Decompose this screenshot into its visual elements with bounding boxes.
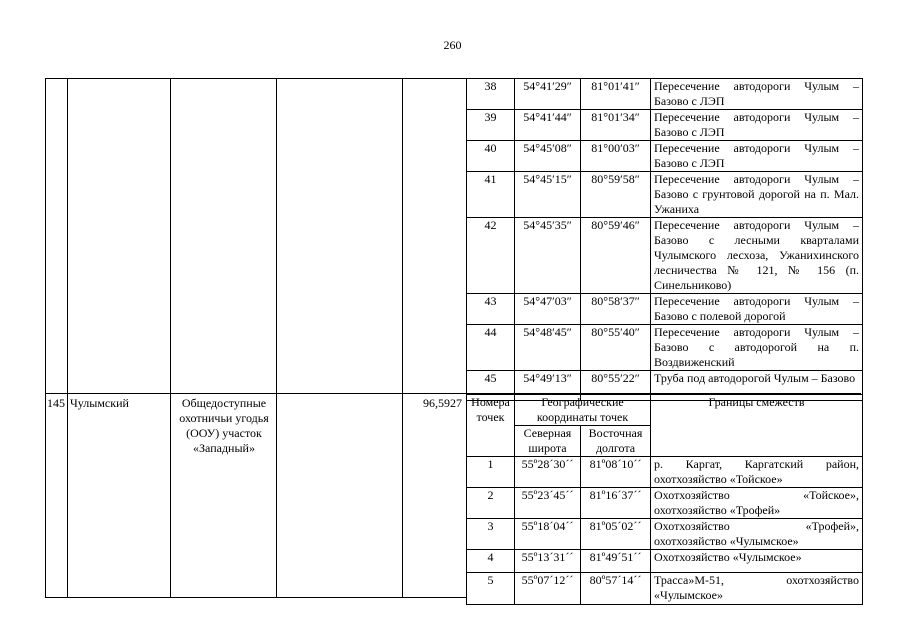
longitude: 80°55′40″ (581, 325, 651, 371)
latitude: 55º13´31´´ (515, 550, 581, 573)
table-row (467, 218, 863, 294)
latitude: 54°41′29″ (515, 79, 581, 110)
point-number: 42 (467, 218, 515, 294)
latitude: 54°45′35″ (515, 218, 581, 294)
latitude: 55º23´45´´ (515, 488, 581, 519)
border-description: р. Каргат, Каргатский район, охотхозяйство «Тойское» (651, 457, 863, 488)
longitude: 80°58′37″ (581, 294, 651, 325)
header-borders: Границы смежеств (651, 395, 863, 457)
table-row (467, 519, 863, 550)
latitude: 54°45′15″ (515, 172, 581, 218)
point-number: 39 (467, 110, 515, 141)
border-description: Пересечение автодороги Чулым – Базово с лесными кварталами Чулымского лесхоза, Ужанихинского лесничества № 121, № 156 (п. Синельниково) (651, 218, 863, 294)
table-row (467, 457, 863, 488)
latitude: 55º07´12´´ (515, 573, 581, 605)
border-description: Охотхозяйство «Чулымское» (651, 550, 863, 573)
point-number: 3 (467, 519, 515, 550)
table-row (467, 488, 863, 519)
entry-district: Чулымский (70, 396, 129, 410)
entry-type: Общедоступные охотничьи угодья (ООУ) участок «Западный» (179, 396, 269, 455)
longitude: 81°00′03″ (581, 141, 651, 172)
border-description: Пересечение автодороги Чулым – Базово с автодорогой на п. Воздвиженский (651, 325, 863, 371)
table-row (467, 141, 863, 172)
coords-table-bottom (466, 394, 863, 605)
point-number: 41 (467, 172, 515, 218)
table-row (467, 573, 863, 605)
entry-number: 145 (47, 396, 65, 410)
latitude: 54°41′44″ (515, 110, 581, 141)
point-number: 5 (467, 573, 515, 605)
latitude: 55º28´30´´ (515, 457, 581, 488)
point-number: 2 (467, 488, 515, 519)
point-number: 4 (467, 550, 515, 573)
longitude: 80°55′22″ (581, 371, 651, 401)
longitude: 81º16´37´´ (581, 488, 651, 519)
border-description: Пересечение автодороги Чулым – Базово с полевой дорогой (651, 294, 863, 325)
latitude: 54°47′03″ (515, 294, 581, 325)
border-description: Охотхозяйство «Трофей», охотхозяйство «Чулымское» (651, 519, 863, 550)
table-row (467, 325, 863, 371)
entry-area: 96,5927 (423, 396, 462, 410)
column-rule (276, 78, 277, 598)
point-number: 40 (467, 141, 515, 172)
latitude: 54°48′45″ (515, 325, 581, 371)
table-top-rule (45, 78, 466, 79)
point-number: 43 (467, 294, 515, 325)
column-rule (402, 78, 403, 598)
header-geo-coords: Географические координаты точек (515, 395, 651, 426)
column-rule (170, 78, 171, 598)
header-north-lat: Северная широта (515, 426, 581, 457)
border-description: Пересечение автодороги Чулым – Базово с ЛЭП (651, 110, 863, 141)
point-number: 44 (467, 325, 515, 371)
point-number: 45 (467, 371, 515, 401)
border-description: Пересечение автодороги Чулым – Базово с ЛЭП (651, 79, 863, 110)
longitude: 81°01′41″ (581, 79, 651, 110)
border-description: Пересечение автодороги Чулым – Базово с грунтовой дорогой на п. Мал. Ужаниха (651, 172, 863, 218)
longitude: 80°59′58″ (581, 172, 651, 218)
border-description: Охотхозяйство «Тойское», охотхозяйство «Трофей» (651, 488, 863, 519)
latitude: 55º18´04´´ (515, 519, 581, 550)
table-row (467, 79, 863, 110)
page-number: 260 (443, 38, 462, 52)
table-row (467, 294, 863, 325)
border-description: Трасса»М-51, охотхозяйство «Чулымское» (651, 573, 863, 605)
header-point-numbers: Номера точек (467, 395, 515, 457)
longitude: 80°59′46″ (581, 218, 651, 294)
latitude: 54°45′08″ (515, 141, 581, 172)
point-number: 38 (467, 79, 515, 110)
longitude: 81°01′34″ (581, 110, 651, 141)
point-number: 1 (467, 457, 515, 488)
coords-table-top (466, 78, 863, 401)
column-rule (45, 78, 46, 598)
table-row (467, 172, 863, 218)
table-row (467, 110, 863, 141)
table-row (467, 550, 863, 573)
border-description: Труба под автодорогой Чулым – Базово (651, 371, 863, 401)
border-description: Пересечение автодороги Чулым – Базово с ЛЭП (651, 141, 863, 172)
latitude: 54°49′13″ (515, 371, 581, 401)
longitude: 81º08´10´´ (581, 457, 651, 488)
header-east-lon: Восточная долгота (581, 426, 651, 457)
longitude: 81º49´51´´ (581, 550, 651, 573)
longitude: 80º57´14´´ (581, 573, 651, 605)
table-bottom-rule (45, 597, 466, 598)
longitude: 81º05´02´´ (581, 519, 651, 550)
column-rule (67, 78, 68, 598)
